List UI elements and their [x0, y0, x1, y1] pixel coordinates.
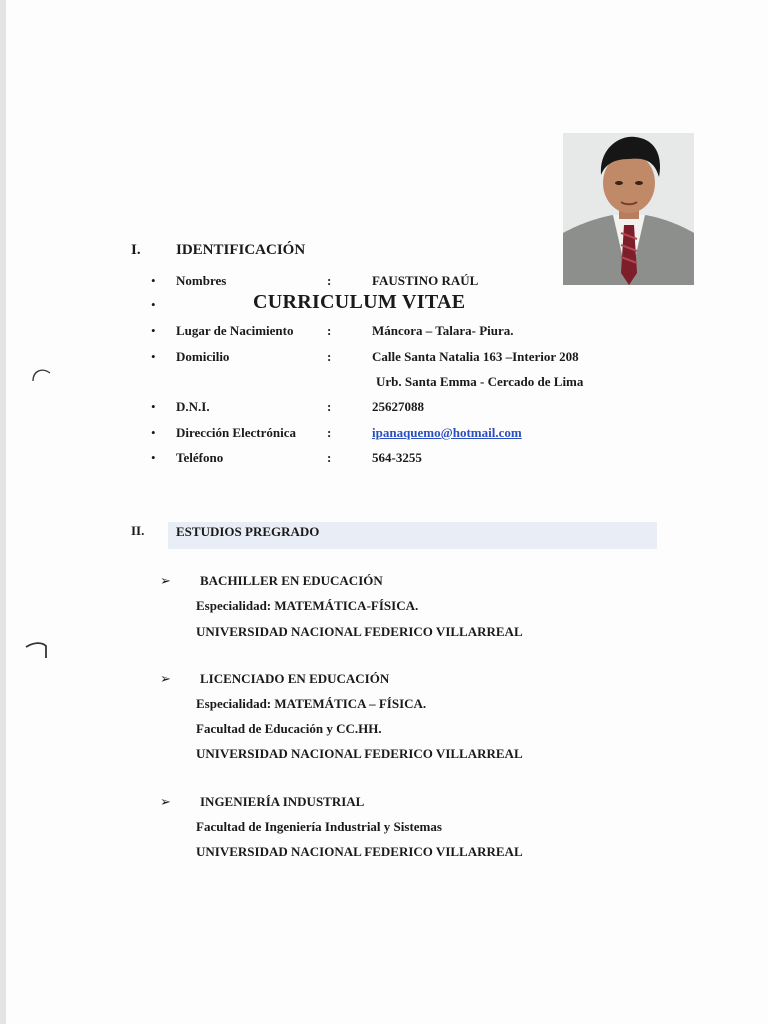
- field-separator: :: [327, 450, 332, 465]
- field-value-lugar-nacimiento: Máncora – Talara- Piura.: [372, 323, 514, 338]
- degree-title: LICENCIADO EN EDUCACIÓN: [200, 671, 390, 686]
- bullet: •: [151, 273, 156, 288]
- section-heading-identificacion: IDENTIFICACIÓN: [176, 242, 306, 258]
- degree-title: BACHILLER EN EDUCACIÓN: [200, 573, 383, 588]
- field-value-telefono: 564-3255: [372, 450, 422, 465]
- page-edge-shadow: [0, 0, 6, 1024]
- degree-detail: Especialidad: MATEMÁTICA-FÍSICA.: [196, 598, 419, 613]
- arrow-bullet-icon: ➢: [160, 573, 171, 588]
- section-numeral: II.: [131, 523, 145, 538]
- section-numeral: I.: [131, 242, 141, 258]
- document-title: CURRICULUM VITAE: [253, 291, 466, 313]
- field-label-lugar-nacimiento: Lugar de Nacimiento: [176, 323, 294, 338]
- degree-title: INGENIERÍA INDUSTRIAL: [200, 794, 365, 809]
- degree-detail: Facultad de Ingeniería Industrial y Sistemas: [196, 819, 442, 834]
- field-separator: :: [327, 349, 332, 364]
- bullet: •: [151, 323, 156, 338]
- punch-hole-mark: [30, 364, 54, 384]
- bullet: •: [151, 349, 156, 364]
- bullet: •: [151, 297, 156, 312]
- email-link[interactable]: ipanaquemo@hotmail.com: [372, 425, 522, 440]
- bullet: •: [151, 425, 156, 440]
- field-label-nombres: Nombres: [176, 273, 227, 286]
- field-label-telefono: Teléfono: [176, 450, 224, 465]
- degree-detail: Facultad de Educación y CC.HH.: [196, 721, 382, 736]
- field-value-dni: 25627088: [372, 399, 424, 414]
- bullet: •: [151, 450, 156, 465]
- arrow-bullet-icon: ➢: [160, 794, 171, 809]
- field-separator: :: [327, 425, 332, 440]
- bullet: •: [151, 399, 156, 414]
- degree-detail: UNIVERSIDAD NACIONAL FEDERICO VILLARREAL: [196, 624, 523, 639]
- degree-detail: UNIVERSIDAD NACIONAL FEDERICO VILLARREAL: [196, 746, 523, 761]
- field-label-email: Dirección Electrónica: [176, 425, 296, 440]
- degree-detail: Especialidad: MATEMÁTICA – FÍSICA.: [196, 696, 427, 711]
- punch-hole-mark: [22, 640, 52, 664]
- profile-photo: [563, 133, 694, 285]
- field-separator: :: [327, 273, 332, 286]
- arrow-bullet-icon: ➢: [160, 671, 171, 686]
- field-separator: :: [327, 399, 332, 414]
- field-label-dni: D.N.I.: [176, 399, 210, 414]
- degree-detail: UNIVERSIDAD NACIONAL FEDERICO VILLARREAL: [196, 844, 523, 859]
- field-value-domicilio-line1: Calle Santa Natalia 163 –Interior 208: [372, 349, 579, 364]
- section-heading-estudios: ESTUDIOS PREGRADO: [176, 524, 320, 539]
- field-separator: :: [327, 323, 332, 338]
- field-label-domicilio: Domicilio: [176, 349, 230, 364]
- field-value-nombres: FAUSTINO RAÚL: [372, 273, 479, 286]
- field-value-domicilio-line2: Urb. Santa Emma - Cercado de Lima: [376, 374, 584, 389]
